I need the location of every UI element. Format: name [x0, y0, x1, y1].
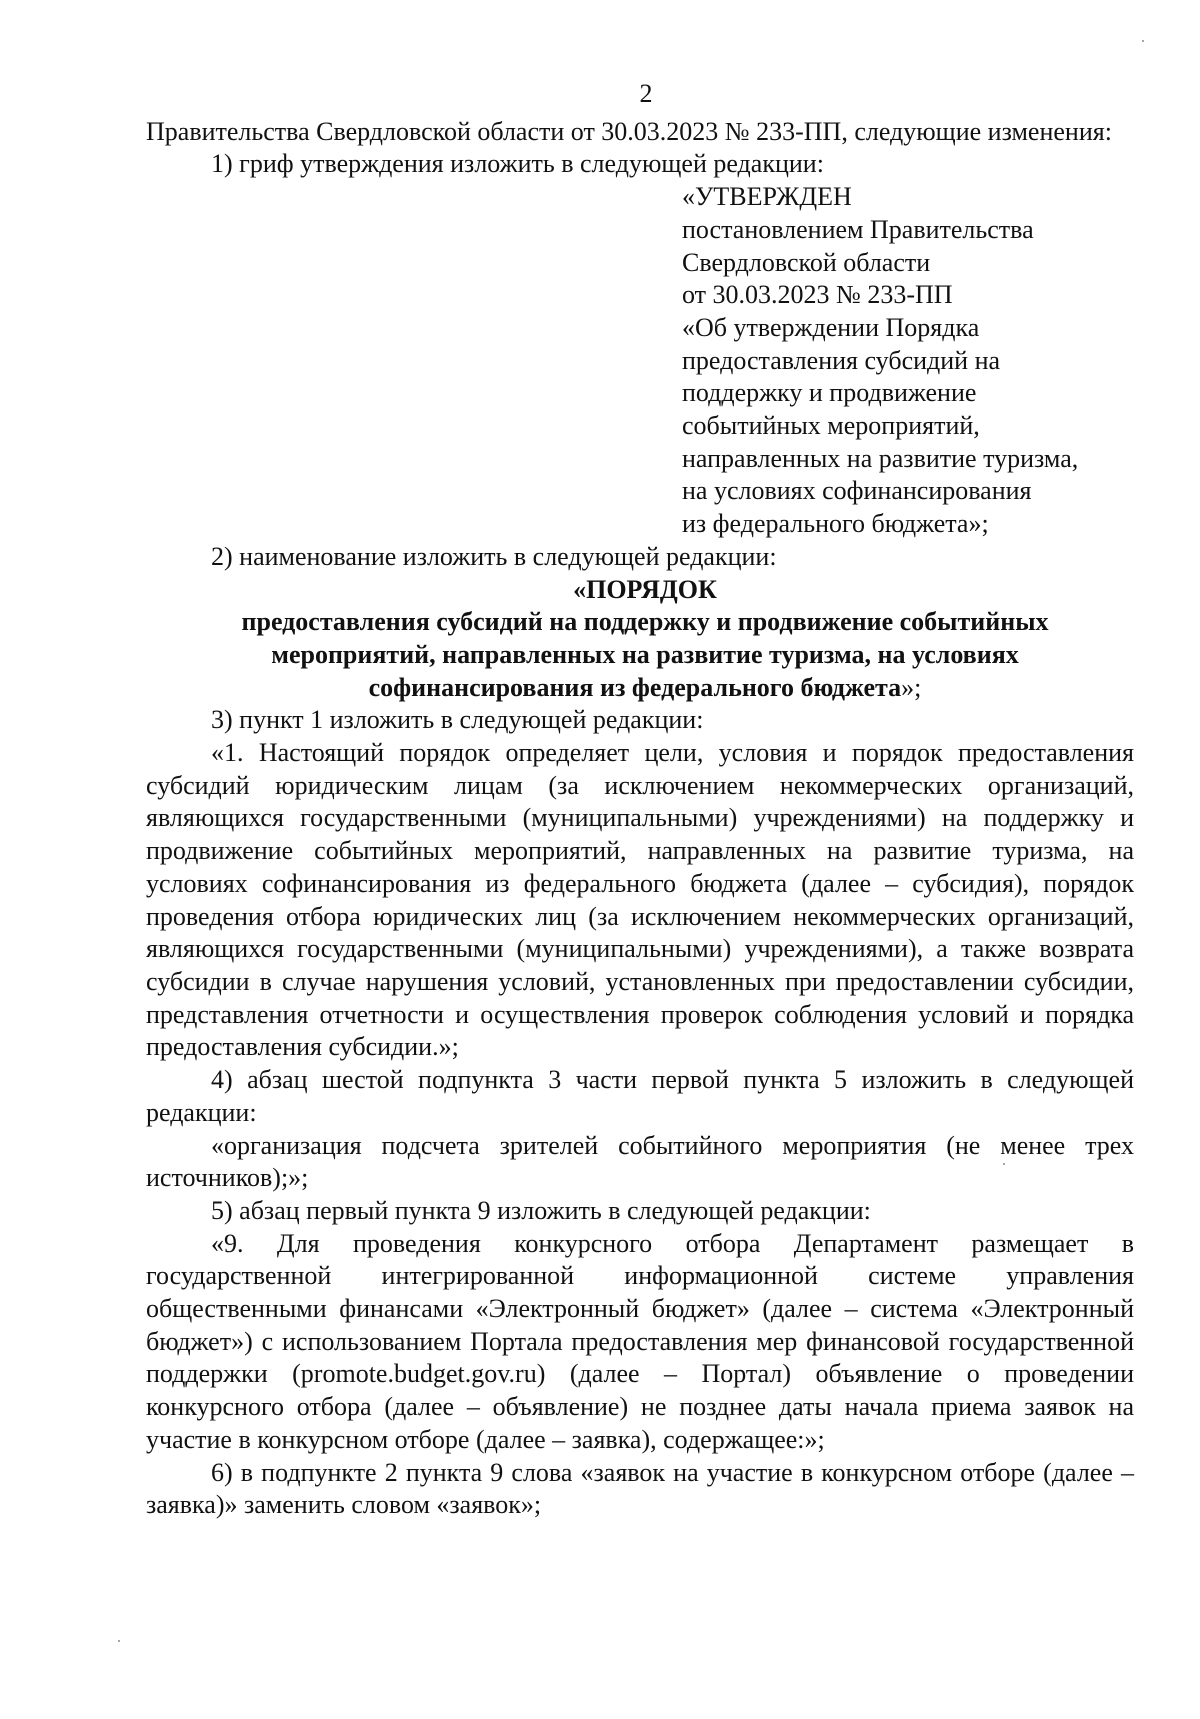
paragraph-item-3: 3) пункт 1 изложить в следующей редакции:	[211, 705, 704, 735]
paragraph-item-2: 2) наименование изложить в следующей редакции:	[211, 541, 777, 571]
stamp-line: постановлением Правительства	[682, 214, 1034, 244]
paragraph-item-1: 1) гриф утверждения изложить в следующей редакции:	[211, 149, 824, 179]
order-title-line	[156, 672, 1134, 705]
order-title-last: софинансирования из федерального бюджета	[368, 672, 902, 702]
paragraph-item-4-text: «организация подсчета зрителей событийного мероприятия (не менее трех источников);»;	[146, 1130, 1134, 1193]
stamp-line: поддержку и продвижение	[682, 378, 977, 408]
stamp-line: от 30.03.2023 № 233-ПП	[682, 280, 953, 310]
stamp-line: «Об утверждении Порядка	[682, 312, 980, 342]
paragraph-intro: Правительства Свердловской области от 30.03.2023 № 233-ПП, следующие изменения:	[146, 116, 1112, 146]
stamp-line: направленных на развитие туризма,	[682, 443, 1079, 473]
scan-speck	[1003, 1163, 1005, 1165]
stamp-line: событийных мероприятий,	[682, 411, 980, 441]
order-title-line: «ПОРЯДОК	[573, 574, 717, 604]
scan-speck	[118, 1640, 120, 1642]
paragraph-item-4: 4) абзац шестой подпункта 3 части первой пункта 5 изложить в следующей редакции:	[146, 1065, 1134, 1127]
page-number: 2	[639, 79, 653, 108]
stamp-line: Свердловской области	[682, 247, 931, 277]
order-title	[156, 574, 1134, 705]
stamp-line: предоставления субсидий на	[682, 345, 1001, 375]
stamp-line: из федерального бюджета»;	[682, 509, 989, 539]
document-page	[146, 78, 1134, 1522]
order-title-line: мероприятий, направленных на развитие туризма, на условиях	[271, 639, 1019, 669]
approval-stamp	[682, 181, 1134, 541]
paragraph-item-5-text: «9. Для проведения конкурсного отбора Департамент размещает в государственной интегрированной информационной системе управления общественными финансами «Электронный бюджет» (далее – система «Электронный бюджет») с использованием Портала предоставления мер финансовой государственной поддержки (promote.budget.gov.ru) (далее – Портал) объявление о проведении конкурсного отбора (далее – объявление) не позднее даты начала приема заявок на участие в конкурсном отборе (далее – заявка), содержащее:»;	[146, 1228, 1134, 1454]
stamp-line: «УТВЕРЖДЕН	[682, 182, 852, 212]
order-title-line: предоставления субсидий на поддержку и продвижение событийных	[241, 607, 1049, 637]
paragraph-item-5: 5) абзац первый пункта 9 изложить в следующей редакции:	[211, 1195, 871, 1225]
paragraph-item-3-text: «1. Настоящий порядок определяет цели, условия и порядок предоставления субсидий юридическим лицам (за исключением некоммерческих организаций, являющихся государственными (муниципальными) учреждениями) на поддержку и продвижение событийных мероприятий, направленных на развитие туризма, на условиях софинансирования из федерального бюджета (далее – субсидия), порядок проведения отбора юридических лиц (за исключением некоммерческих организаций, являющихся государственными (муниципальными) учреждениями), а также возврата субсидии в случае нарушения условий, установленных при предоставлении субсидии, представления отчетности и осуществления проверок соблюдения условий и порядка предоставления субсидии.»;	[146, 738, 1134, 1062]
stamp-line: на условиях софинансирования	[682, 476, 1032, 506]
paragraph-item-6: 6) в подпункте 2 пункта 9 слова «заявок на участие в конкурсном отборе (далее – заявка)» заменить словом «заявок»;	[146, 1457, 1134, 1520]
order-title-closing: »;	[901, 672, 922, 702]
scan-speck	[1142, 40, 1144, 42]
